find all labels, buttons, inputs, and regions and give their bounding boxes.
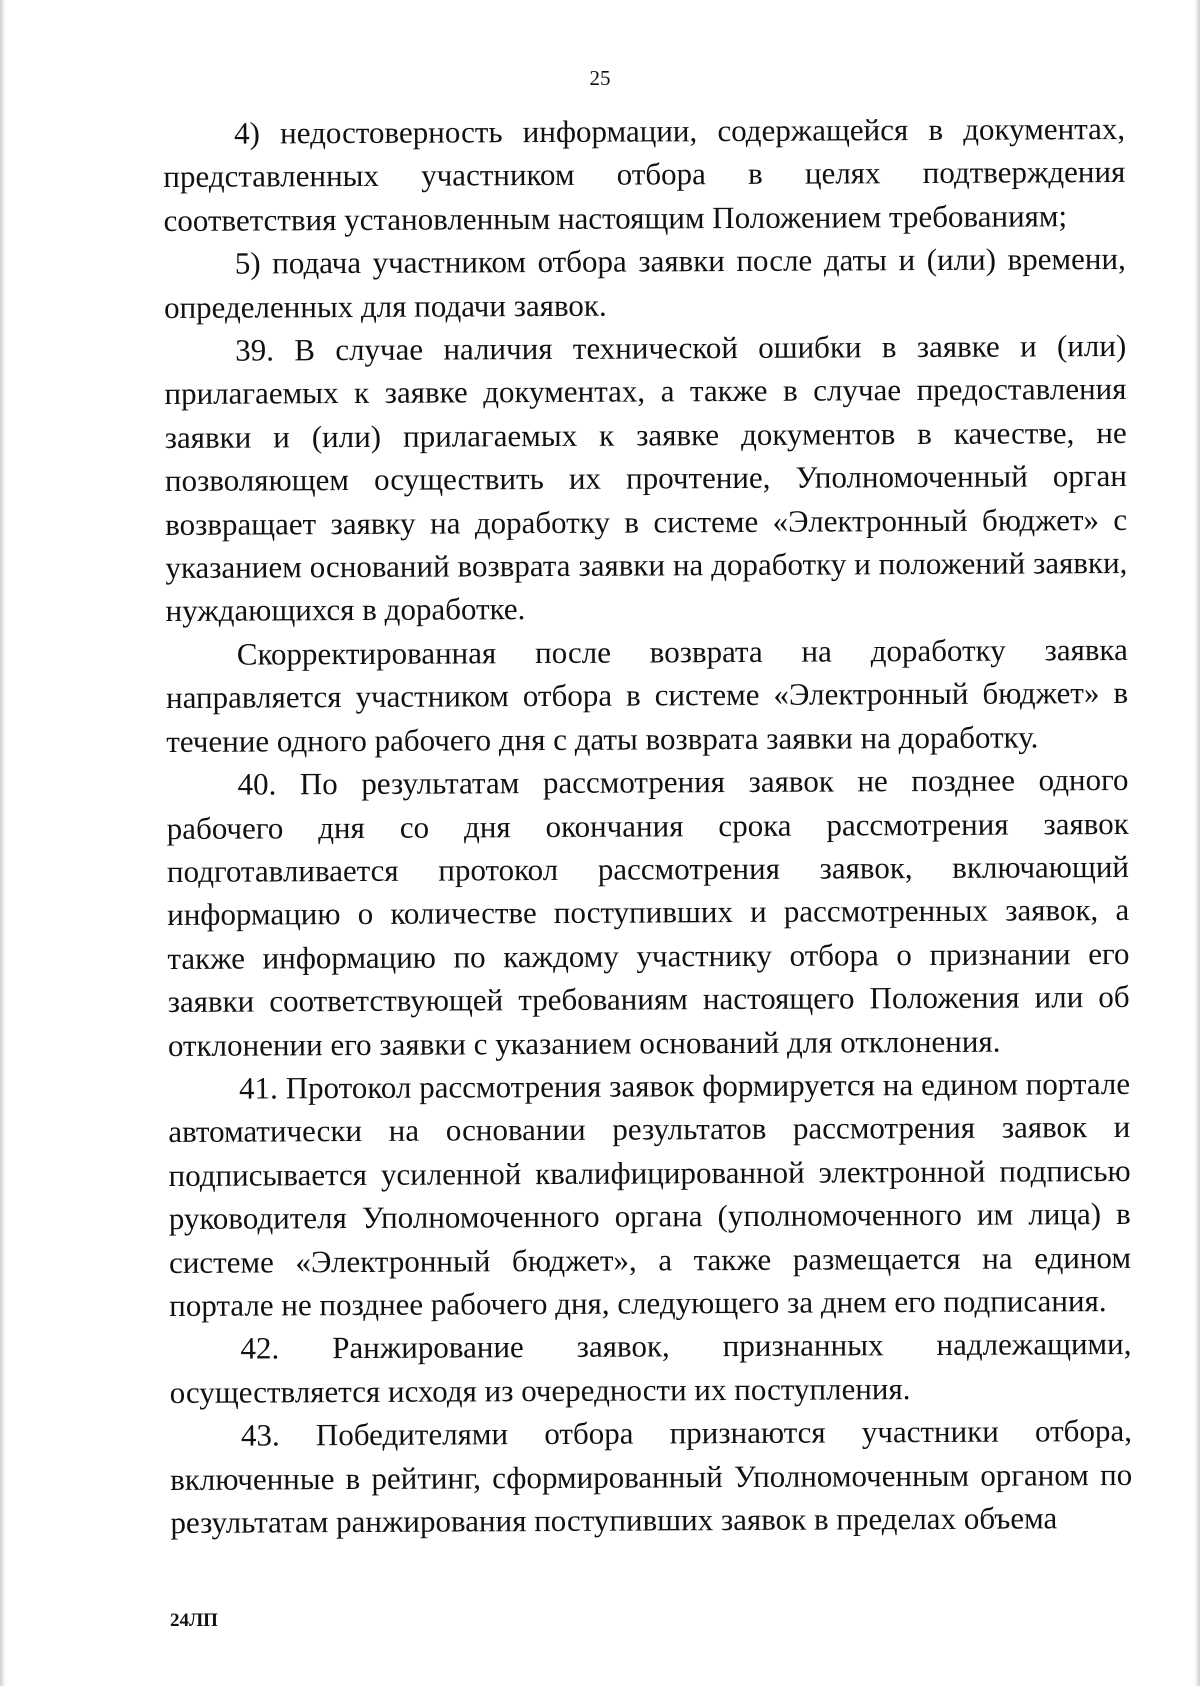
paragraph-39: 39. В случае наличия технической ошибки в заявке и (или) прилагаемых к заявке документах, а также в случае предоставления заявки и (или) прилагаемых к заявке документов в качестве, не позволяющем осуществить их прочтение, Уполномоченный орган возвращает заявку на доработку в системе «Электронный бюджет» с указанием оснований возврата заявки на доработку и положений заявки, нуждающихся в доработке. [164,327,1128,629]
paragraph-item-5: 5) подача участником отбора заявки после даты и (или) времени, определенных для подачи заявок. [163,241,1126,325]
scan-edge-left [0,0,6,1686]
paragraph-43: 43. Победителями отбора признаются участники отбора, включенные в рейтинг, сформированный Уполномоченным органом по результатам ранжирования поступивших заявок в пределах объема [170,1413,1133,1540]
paragraph-40: 40. По результатам рассмотрения заявок не позднее одного рабочего дня со дня окончания срока рассмотрения заявок подготавливается протокол рассмотрения заявок, включающий информацию о количестве поступивших и рассмотренных заявок, а также информацию по каждому участнику отбора о признании его заявки соответствующей требованиям настоящего Положения или об отклонении его заявки с указанием оснований для отклонения. [166,762,1130,1063]
paragraph-41: 41. Протокол рассмотрения заявок формируется на едином портале автоматически на основании результатов рассмотрения заявок и подписывается усиленной квалифицированной электронной подписью руководителя Уполномоченного органа (уполномоченного им лица) в системе «Электронный бюджет», а также размещается на едином портале не позднее рабочего дня, следующего за днем его подписания. [168,1065,1132,1323]
page-number: 25 [589,66,611,90]
document-body [163,107,1132,1544]
paragraph-39-continued: Скорректированная после возврата на доработку заявка направляется участником отбора в системе «Электронный бюджет» в течение одного рабочего дня с даты возврата заявки на доработку. [165,631,1129,759]
paragraph-item-4: 4) недостоверность информации, содержащейся в документах, представленных участником отбора в целях подтверждения соответствия установленным настоящим Положением требованиям; [163,110,1126,238]
document-code: 24ЛП [170,1610,218,1631]
scan-edge-right [1194,0,1200,1686]
paragraph-42: 42. Ранжирование заявок, признанных надлежащими, осуществляется исходя из очередности их поступления. [169,1326,1132,1410]
